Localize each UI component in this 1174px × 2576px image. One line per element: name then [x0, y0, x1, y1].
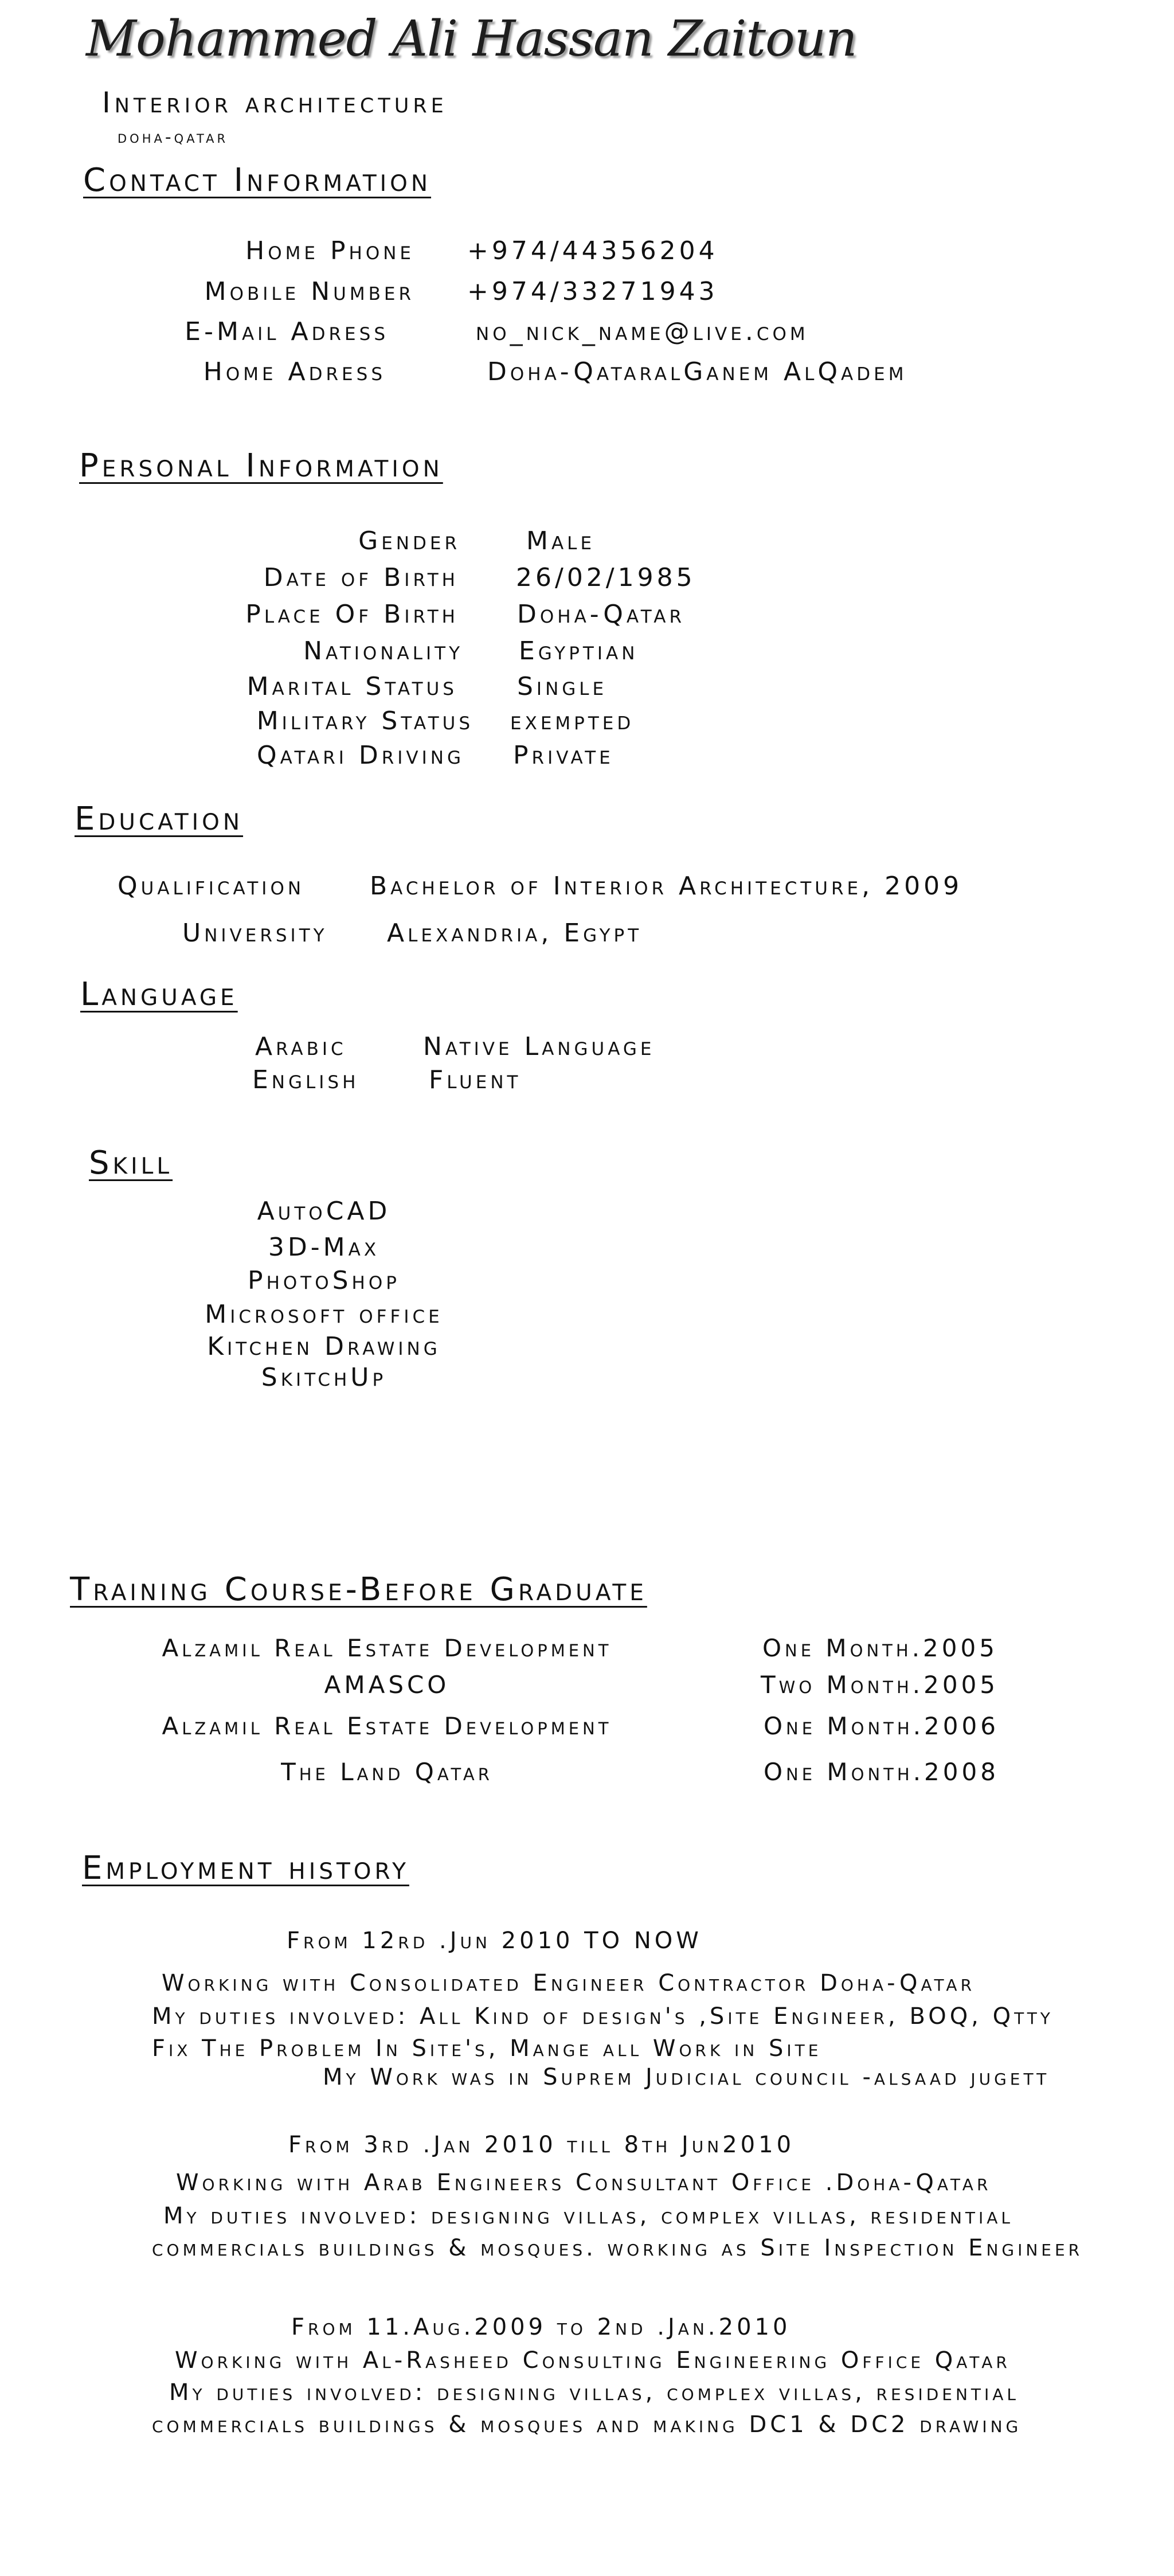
education-value: Bachelor of Interior Architecture, 2009: [370, 871, 963, 901]
education-label: University: [182, 918, 328, 948]
education-label: Qualification: [118, 871, 305, 901]
language-level: Fluent: [429, 1065, 522, 1094]
personal-label: Date of Birth: [263, 563, 459, 592]
language-level: Native Language: [423, 1032, 655, 1061]
personal-value: Single: [517, 672, 608, 701]
training-course-duration: One Month.2008: [764, 1758, 999, 1786]
personal-label: Qatari Driving: [257, 741, 464, 770]
contact-value: Doha-QataralGanem AlQadem: [487, 357, 907, 386]
personal-label: Marital Status: [246, 672, 457, 701]
job-description-line: My duties involved: All Kind of design's ,Site Engineer, BOQ, Qtty: [152, 2003, 1054, 2030]
job-description-line: Working with Al-Rasheed Consulting Engineering Office Qatar: [175, 2347, 1011, 2374]
skill-item: Microsoft office: [205, 1300, 443, 1329]
section-heading-personal: Personal Information: [79, 447, 443, 484]
section-heading-employment: Employment history: [82, 1850, 409, 1887]
contact-label: Home Adress: [203, 357, 386, 386]
job-description-line: commercials buildings & mosques and making DC1 & DC2 drawing: [152, 2411, 1022, 2438]
section-heading-education: Education: [75, 800, 244, 838]
job-description-line: Working with Consolidated Engineer Contractor Doha-Qatar: [162, 1970, 976, 1996]
applicant-name: Mohammed Ali Hassan Zaitoun: [86, 10, 857, 68]
personal-label: Military Status: [256, 706, 473, 736]
contact-value: +974/44356204: [467, 236, 718, 265]
language-name: Arabic: [255, 1032, 347, 1061]
personal-value: Doha-Qatar: [517, 600, 685, 629]
training-course-name: The Land Qatar: [281, 1758, 493, 1786]
skill-item: SkitchUp: [261, 1363, 387, 1392]
job-description-line: My duties involved: designing villas, complex villas, residential: [169, 2379, 1020, 2406]
job-description-line: Fix The Problem In Site's, Mange all Work in Site: [152, 2035, 822, 2062]
contact-value: +974/33271943: [467, 277, 718, 306]
language-name: English: [252, 1065, 359, 1094]
job-period: From 12rd .Jun 2010 TO NOW: [287, 1928, 702, 1954]
contact-label: E-Mail Adress: [185, 317, 389, 346]
personal-label: Place Of Birth: [245, 600, 459, 629]
section-heading-language: Language: [80, 976, 238, 1013]
job-description-line: My duties involved: designing villas, complex villas, residential: [163, 2203, 1014, 2229]
section-heading-skill: Skill: [89, 1144, 173, 1182]
job-title: Interior architecture: [102, 86, 448, 119]
job-description-line: commercials buildings & mosques. working as Site Inspection Engineer: [152, 2235, 1083, 2261]
job-period: From 3rd .Jan 2010 till 8th Jun2010: [288, 2132, 795, 2158]
contact-label: Home Phone: [245, 236, 414, 265]
personal-label: Nationality: [303, 636, 463, 666]
training-course-name: Alzamil Real Estate Development: [162, 1712, 612, 1740]
section-heading-contact: Contact Information: [83, 162, 432, 199]
job-description-line: My Work was in Suprem Judicial council -alsaad jugett: [323, 2064, 1050, 2090]
skill-item: 3D-Max: [268, 1233, 380, 1262]
education-value: Alexandria, Egypt: [387, 918, 643, 948]
training-course-name: AMASCO: [324, 1671, 450, 1699]
skill-item: Kitchen Drawing: [207, 1332, 441, 1361]
personal-value: Male: [526, 526, 596, 556]
job-period: From 11.Aug.2009 to 2nd .Jan.2010: [291, 2314, 791, 2340]
personal-value: exempted: [510, 706, 635, 736]
section-heading-training: Training Course-Before Graduate: [70, 1571, 647, 1608]
training-course-duration: One Month.2005: [762, 1634, 998, 1662]
skill-item: PhotoShop: [248, 1266, 400, 1295]
job-description-line: Working with Arab Engineers Consultant Office .Doha-Qatar: [176, 2170, 992, 2196]
training-course-duration: One Month.2006: [764, 1712, 999, 1740]
training-course-duration: Two Month.2005: [761, 1671, 999, 1699]
personal-value: Private: [513, 741, 614, 770]
location-text: doha-qatar: [118, 127, 229, 147]
personal-value: Egyptian: [519, 636, 639, 666]
contact-label: Mobile Number: [204, 277, 414, 306]
training-course-name: Alzamil Real Estate Development: [162, 1634, 612, 1662]
skill-item: AutoCAD: [257, 1197, 391, 1226]
personal-value: 26/02/1985: [516, 563, 696, 592]
personal-label: Gender: [358, 526, 460, 556]
contact-email[interactable]: no_nick_name@live.com: [476, 317, 809, 346]
